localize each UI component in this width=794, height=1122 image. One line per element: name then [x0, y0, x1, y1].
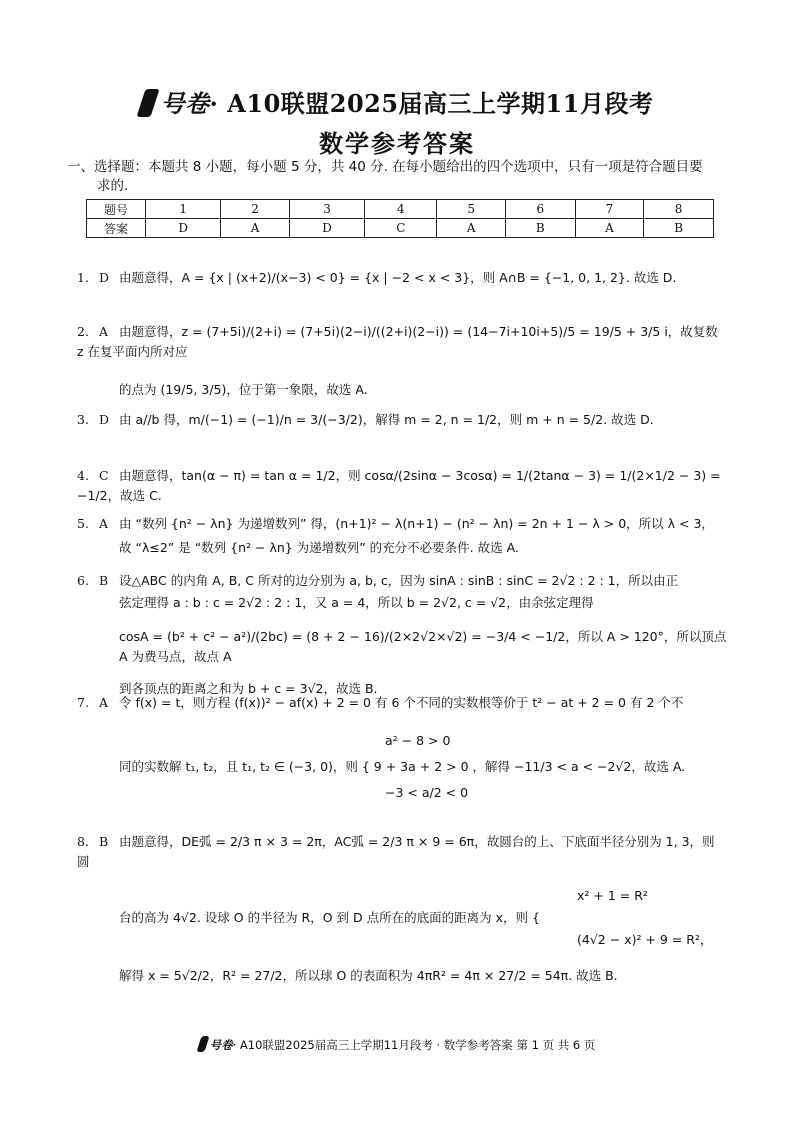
solution-line: 由题意得，A = {x | (x+2)/(x−3) < 0} = {x | −2 < x < 3}，则 A∩B = {−1, 0, 1, 2}. 故选 D.: [119, 270, 677, 285]
solution-number: 5.: [77, 516, 89, 531]
table-cell: D: [289, 219, 364, 238]
table-cell: A: [575, 219, 644, 238]
table-header-cell: 题号: [87, 200, 146, 219]
solution-line: 设△ABC 的内角 A, B, C 所对的边分别为 a, b, c，因为 sinA : sinB : sinC = 2√2 : 2 : 1，所以由正: [119, 573, 679, 588]
table-row-answers: [87, 219, 714, 238]
table-cell: D: [146, 219, 221, 238]
table-cell: 5: [437, 200, 506, 219]
solution-answer: B: [99, 834, 109, 849]
solution-number: 3.: [77, 412, 89, 427]
solution-answer: A: [99, 695, 109, 710]
table-cell: B: [644, 219, 714, 238]
solution-line: 解得 x = 5√2/2，R² = 27/2，所以球 O 的表面积为 4πR² = 4π × 27/2 = 54π. 故选 B.: [119, 968, 618, 983]
solution-line: 由题意得，tan(α − π) = tan α = 1/2，则 cosα/(2sinα − 3cosα) = 1/(2tanα − 3) = 1/(2×1/2 − 3) = −1/2，故选 C.: [77, 468, 721, 503]
solution-answer: B: [99, 573, 109, 588]
solution-8: [77, 832, 727, 986]
table-cell: A: [437, 219, 506, 238]
section-heading: [67, 158, 727, 196]
table-cell: 7: [575, 200, 644, 219]
title-text: · A10联盟2025届高三上学期11月段考: [209, 89, 654, 118]
solution-3: [77, 410, 727, 430]
table-row-numbers: [87, 200, 714, 219]
page-subtitle: 数学参考答案: [319, 129, 475, 158]
solution-2: [77, 322, 727, 400]
table-cell: 8: [644, 200, 714, 219]
system-eq-line: x² + 1 = R²: [577, 888, 648, 903]
solution-line: 的点为 (19/5, 3/5)，位于第一象限，故选 A.: [119, 382, 368, 397]
solution-answer: C: [99, 468, 109, 483]
table-header-cell: 答案: [87, 219, 146, 238]
table-cell: C: [365, 219, 437, 238]
brush-logo-icon: [196, 1036, 209, 1052]
solution-line: 由题意得，DE弧 = 2/3 π × 3 = 2π，AC弧 = 2/3 π × 9 = 6π，故圆台的上、下底面半径分别为 1, 3，则圆: [77, 834, 715, 869]
system-eq-line: (4√2 − x)² + 9 = R²，: [577, 932, 713, 947]
page-footer: [0, 1036, 794, 1053]
solution-line: 同的实数解 t₁, t₂，且 t₁, t₂ ∈ (−3, 0)，则 { 9 + 3a + 2 > 0 ，解得 −11/3 < a < −2√2，故选 A.: [119, 759, 686, 774]
solution-answer: A: [99, 324, 109, 339]
solution-answer: D: [99, 412, 110, 427]
solution-4: [77, 466, 727, 506]
table-cell: 1: [146, 200, 221, 219]
solution-5: [77, 514, 727, 558]
solution-line: cosA = (b² + c² − a²)/(2bc) = (8 + 2 − 16)/(2×2√2×√2) = −3/4 < −1/2，所以 A > 120°，所以顶点 A 为费马点，故点 A: [119, 629, 727, 664]
logo-text: 号卷: [160, 89, 210, 118]
system-eq-line: a² − 8 > 0: [385, 733, 451, 748]
solution-number: 4.: [77, 468, 89, 483]
section-heading-line1: 一、选择题：本题共 8 小题，每小题 5 分，共 40 分. 在每小题给出的四个选项中，只有一项是符合题目要: [67, 159, 703, 175]
table-cell: 2: [221, 200, 290, 219]
solution-line: 由题意得，z = (7+5i)/(2+i) = (7+5i)(2−i)/((2+i)(2−i)) = (14−7i+10i+5)/5 = 19/5 + 3/5 i，故复数 z 在复平面内所对应: [77, 324, 718, 359]
solution-7: [77, 693, 727, 803]
brush-logo-icon: [136, 89, 159, 117]
solution-answer: D: [99, 270, 110, 285]
footer-logo-text: 号卷: [209, 1038, 233, 1052]
table-cell: A: [221, 219, 290, 238]
solution-line: 由 “数列 {n² − λn} 为递增数列” 得，(n+1)² − λ(n+1) − (n² − λn) = 2n + 1 − λ > 0，所以 λ < 3，: [119, 516, 714, 531]
table-cell: 3: [289, 200, 364, 219]
section-heading-line2: 求的.: [97, 178, 129, 194]
solution-line: 到各顶点的距离之和为 b + c = 3√2，故选 B.: [119, 681, 378, 696]
system-eq-line: −3 < a/2 < 0: [385, 785, 469, 800]
solution-number: 8.: [77, 834, 89, 849]
solution-line: 令 f(x) = t，则方程 (f(x))² − af(x) + 2 = 0 有 6 个不同的实数根等价于 t² − at + 2 = 0 有 2 个不: [119, 695, 684, 710]
footer-text: · A10联盟2025届高三上学期11月段考 · 数学参考答案 第 1 页 共 6 页: [232, 1038, 596, 1052]
solution-line: 台的高为 4√2. 设球 O 的半径为 R，O 到 D 点所在的底面的距离为 x，则 {: [119, 910, 540, 925]
solution-number: 2.: [77, 324, 89, 339]
solution-6: [77, 571, 727, 699]
solution-line: 由 a//b 得，m/(−1) = (−1)/n = 3/(−3/2)，解得 m = 2, n = 1/2，则 m + n = 5/2. 故选 D.: [119, 412, 654, 427]
solution-1: [77, 268, 727, 288]
table-cell: 4: [365, 200, 437, 219]
solution-number: 7.: [77, 695, 89, 710]
solution-number: 6.: [77, 573, 89, 588]
solution-line: 故 “λ≤2” 是 “数列 {n² − λn} 为递增数列” 的充分不必要条件. 故选 A.: [119, 540, 519, 555]
table-cell: 6: [506, 200, 576, 219]
solution-line: 弦定理得 a : b : c = 2√2 : 2 : 1，又 a = 4，所以 b = 2√2, c = √2，由余弦定理得: [119, 595, 594, 610]
solution-answer: A: [99, 516, 109, 531]
page-title: [141, 84, 654, 119]
solution-number: 1.: [77, 270, 89, 285]
table-cell: B: [506, 219, 576, 238]
answer-table: [86, 199, 714, 238]
title-row: [0, 84, 794, 119]
